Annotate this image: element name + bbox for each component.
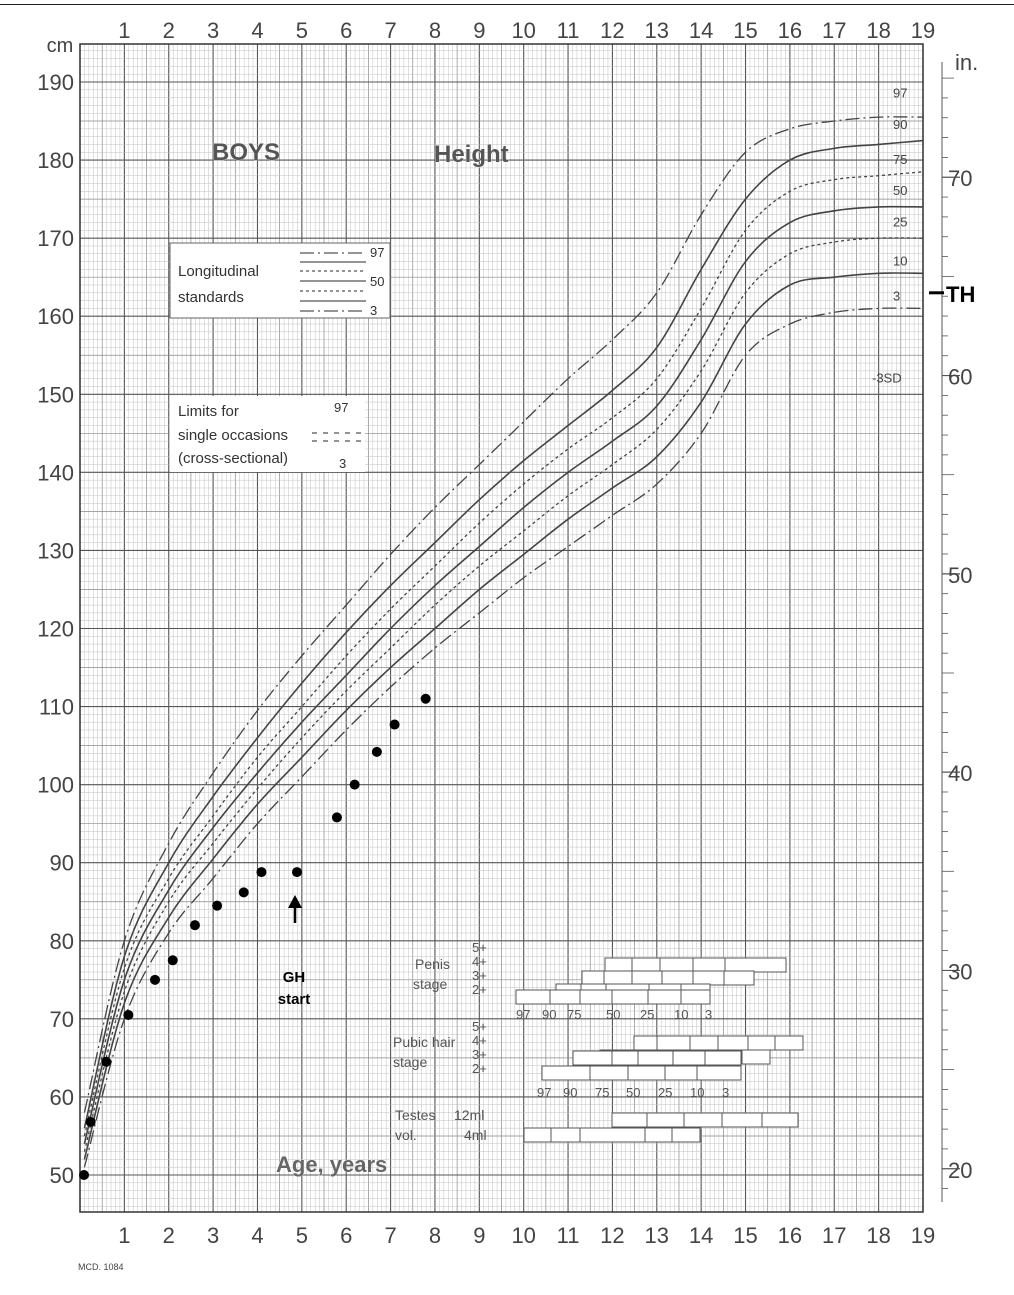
- curve-end-label: 97: [893, 85, 908, 101]
- x-tick-label-bottom: 3: [206, 1223, 220, 1248]
- x-tick-label-top: 19: [910, 18, 936, 43]
- testes-label: Testes: [395, 1107, 436, 1123]
- pubic-stage-value: 4+: [472, 1033, 487, 1048]
- pubic-stage-value: 5+: [472, 1019, 487, 1034]
- penis-scale-label: 90: [542, 1007, 557, 1022]
- x-tick-label-top: 16: [777, 18, 803, 43]
- x-tick-label-top: 7: [384, 18, 397, 43]
- penis-scale-label: 10: [674, 1007, 689, 1022]
- pubic-stage-value: 2+: [472, 1061, 487, 1076]
- x-tick-label-top: 17: [822, 18, 847, 43]
- penis-stage-value: 5+: [472, 940, 487, 955]
- curve-end-label: 3: [893, 288, 901, 304]
- x-tick-label-bottom: 18: [866, 1223, 891, 1248]
- penis-stage-value: 4+: [472, 954, 487, 969]
- patient-height-point: [292, 867, 302, 877]
- x-tick-label-top: 15: [733, 18, 758, 43]
- patient-height-point: [212, 901, 222, 911]
- y-tick-label-cm: 60: [49, 1084, 74, 1110]
- patient-height-point: [123, 1010, 133, 1020]
- penis-stage-label: stage: [413, 976, 448, 992]
- testes-label: vol.: [395, 1127, 417, 1143]
- puberty-bar: [542, 1066, 741, 1080]
- y-tick-label-in: 70: [948, 166, 973, 192]
- puberty-bar: [573, 1051, 741, 1065]
- x-tick-label-bottom: 9: [473, 1223, 486, 1248]
- pubic-scale-label: 90: [563, 1085, 578, 1100]
- pubic-stage-value: 3+: [472, 1047, 487, 1062]
- patient-height-point: [101, 1057, 111, 1067]
- patient-height-point: [390, 720, 400, 730]
- x-axis-label: Age, years: [276, 1152, 388, 1177]
- x-tick-label-top: 11: [556, 18, 580, 43]
- legend-title: standards: [178, 289, 244, 306]
- curve-end-label: 25: [893, 214, 908, 230]
- x-tick-label-bottom: 15: [733, 1223, 758, 1248]
- percentile-curve-25: [84, 238, 923, 1152]
- x-tick-label-bottom: 16: [777, 1223, 803, 1248]
- y-tick-label-cm: 80: [49, 928, 74, 954]
- legend-value: 97: [334, 400, 349, 415]
- x-tick-label-top: 4: [251, 18, 264, 43]
- y-tick-label-cm: 90: [49, 850, 74, 876]
- y-tick-label-in: 60: [948, 364, 973, 390]
- curve-end-label: 90: [893, 116, 908, 132]
- y-tick-label-cm: 190: [37, 70, 74, 95]
- x-tick-label-top: 1: [118, 18, 131, 43]
- x-tick-label-top: 5: [295, 18, 308, 43]
- legend-cross-sectional: [170, 396, 365, 472]
- patient-height-point: [350, 780, 360, 790]
- testes-value: 12ml: [454, 1107, 485, 1123]
- y-tick-label-cm: 100: [37, 772, 74, 798]
- curve-end-label: -3SD: [872, 370, 902, 386]
- curve-end-label: 50: [893, 183, 908, 199]
- legend-value: 3: [370, 303, 378, 318]
- x-tick-label-bottom: 13: [644, 1223, 670, 1248]
- legend-value: 3: [339, 456, 347, 471]
- legend-title: single occasions: [178, 427, 289, 444]
- y-tick-label-cm: 180: [37, 148, 74, 174]
- x-tick-label-top: 14: [688, 18, 714, 43]
- chart-title: Height: [434, 141, 509, 168]
- x-tick-label-top: 6: [340, 18, 353, 43]
- y-tick-label-cm: 160: [37, 304, 74, 330]
- x-tick-label-bottom: 7: [384, 1223, 397, 1248]
- x-tick-label-bottom: 12: [600, 1223, 625, 1248]
- target-height-label: TH: [946, 281, 976, 307]
- pubic-scale-label: 25: [658, 1085, 673, 1100]
- patient-height-point: [86, 1117, 96, 1127]
- penis-stage-label: Penis: [415, 956, 451, 972]
- x-tick-label-bottom: 17: [822, 1223, 847, 1248]
- patient-height-point: [372, 747, 382, 757]
- y-tick-label-in: 20: [948, 1157, 973, 1183]
- pubic-stage-label: Pubic hair: [393, 1034, 456, 1050]
- puberty-bar: [612, 1113, 798, 1127]
- x-tick-label-bottom: 1: [118, 1223, 131, 1248]
- pubic-scale-label: 97: [537, 1085, 552, 1100]
- penis-scale-label: 75: [567, 1007, 582, 1022]
- gh-label: GH: [282, 969, 306, 986]
- patient-height-point: [421, 694, 431, 704]
- y-tick-label-in: 30: [948, 959, 973, 985]
- x-tick-label-bottom: 10: [511, 1223, 536, 1248]
- x-tick-label-top: 2: [162, 18, 175, 43]
- penis-scale-label: 50: [606, 1007, 621, 1022]
- caption-strip: [0, 1276, 1014, 1290]
- pubic-scale-label: 50: [626, 1085, 641, 1100]
- x-tick-label-bottom: 4: [251, 1223, 264, 1248]
- legend-value: 50: [370, 274, 385, 289]
- puberty-bar: [582, 971, 754, 985]
- x-tick-label-bottom: 14: [688, 1223, 714, 1248]
- y-tick-label-cm: 70: [49, 1006, 74, 1032]
- x-tick-label-top: 18: [866, 18, 891, 43]
- y-tick-label-cm: 170: [37, 226, 74, 252]
- y-tick-label-in: 50: [948, 562, 973, 588]
- pubic-scale-label: 3: [722, 1085, 730, 1100]
- x-tick-label-top: 13: [644, 18, 670, 43]
- y-tick-label-cm: 140: [37, 460, 74, 486]
- y-tick-label-cm: 50: [49, 1163, 74, 1188]
- legend-title: Longitudinal: [178, 263, 259, 280]
- legend-title: (cross-sectional): [178, 450, 289, 467]
- x-tick-label-top: 12: [600, 18, 625, 43]
- x-tick-label-bottom: 5: [295, 1223, 308, 1248]
- y-tick-label-cm: 130: [37, 538, 74, 564]
- pubic-stage-label: stage: [393, 1054, 428, 1070]
- x-tick-label-top: 10: [511, 18, 536, 43]
- x-tick-label-bottom: 6: [340, 1223, 353, 1248]
- sex-label: BOYS: [212, 139, 281, 166]
- y-tick-label-in: 40: [948, 761, 973, 787]
- x-tick-label-top: 3: [206, 18, 220, 43]
- y-tick-label-cm: 120: [37, 616, 74, 642]
- y-tick-label-cm: 150: [37, 382, 74, 408]
- testes-value: 4ml: [464, 1127, 487, 1143]
- puberty-bar: [524, 1128, 700, 1142]
- legend-value: 97: [370, 245, 385, 260]
- penis-scale-label: 3: [705, 1007, 713, 1022]
- gh-label: start: [277, 991, 311, 1008]
- x-tick-label-top: 9: [473, 18, 486, 43]
- penis-stage-value: 2+: [472, 982, 487, 997]
- patient-height-point: [150, 975, 160, 985]
- legend-title: Limits for: [178, 403, 239, 420]
- curve-end-label: 10: [893, 253, 908, 269]
- legend-longitudinal: [170, 243, 390, 318]
- penis-stage-value: 3+: [472, 968, 487, 983]
- y-tick-label-cm: 110: [38, 694, 74, 720]
- penis-scale-label: 25: [640, 1007, 655, 1022]
- patient-height-point: [332, 812, 342, 822]
- pubic-scale-label: 10: [690, 1085, 705, 1100]
- x-tick-label-bottom: 11: [556, 1223, 580, 1248]
- penis-scale-label: 97: [516, 1007, 531, 1022]
- x-tick-label-bottom: 8: [428, 1223, 442, 1248]
- patient-height-point: [256, 867, 266, 877]
- pubic-scale-label: 75: [595, 1085, 610, 1100]
- x-tick-label-bottom: 2: [162, 1223, 175, 1248]
- patient-height-point: [168, 955, 178, 965]
- y-axis-unit-in: in.: [955, 50, 979, 75]
- x-tick-label-top: 8: [428, 18, 442, 43]
- footer-code: MCD. 1084: [78, 1262, 124, 1272]
- y-axis-unit-cm: cm: [46, 35, 74, 57]
- top-rule: [0, 4, 1014, 5]
- patient-height-point: [79, 1170, 89, 1180]
- curve-end-label: 75: [893, 151, 908, 167]
- patient-height-point: [190, 920, 200, 930]
- patient-height-point: [239, 887, 249, 897]
- x-tick-label-bottom: 19: [910, 1223, 936, 1248]
